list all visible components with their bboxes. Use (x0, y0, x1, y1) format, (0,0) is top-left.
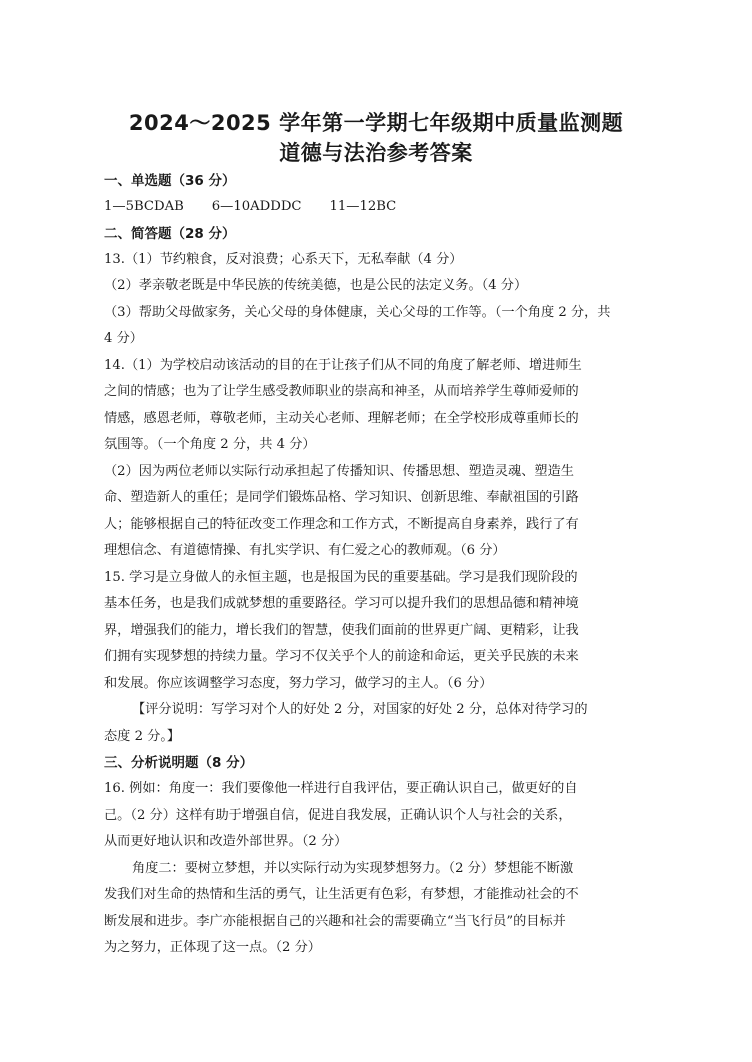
q14-line: 情感，感恩老师，尊敬老师，主动关心老师、理解老师；在全学校形成尊重师长的 (104, 410, 579, 426)
section-short-answer: 二、简答题（28 分） (104, 225, 236, 242)
q16-angle2-line: 发我们对生命的热情和生活的勇气，让生活更有色彩，有梦想，才能推动社会的不 (104, 887, 579, 902)
q14-line: 氛围等。（一个角度 2 分，共 4 分） (104, 437, 316, 452)
q16-angle2-line: 角度二：要树立梦想，并以实际行动为实现梦想努力。（2 分）梦想能不断激 (132, 860, 574, 876)
q13-line: 4 分） (104, 331, 143, 346)
q14-line: （2）因为两位老师以实际行动承担起了传播知识、传播思想、塑造灵魂、塑造生 (104, 463, 574, 479)
q15-line: 基本任务，也是我们成就梦想的重要路径。学习可以提升我们的思想品德和精神境 (104, 596, 579, 611)
q16-angle2-line: 为之努力，正体现了这一点。（2 分） (104, 940, 321, 955)
q15-line: 和发展。你应该调整学习态度，努力学习，做学习的主人。（6 分） (104, 675, 493, 691)
q13-line: （2）孝亲敬老既是中华民族的传统美德，也是公民的法定义务。（4 分） (104, 278, 528, 293)
q16-line: 16. 例如：角度一：我们要像他一样进行自我评估，要正确认识自己，做更好的自 (104, 781, 578, 796)
q13-line: （3）帮助父母做家务，关心父母的身体健康，关心父母的工作等。（一个角度 2 分，共 (104, 304, 611, 320)
section-analysis: 三、分析说明题（8 分） (104, 755, 254, 771)
answers-6-10: 6—10ADDDC (211, 199, 302, 214)
answers-1-5: 1—5BCDAB (104, 199, 184, 214)
q15-line: 界，增强我们的能力，增长我们的智慧，使我们面前的世界更广阔、更精彩，让我 (104, 622, 579, 638)
q14-line: 14.（1）为学校启动该活动的目的在于让孩子们从不同的角度了解老师、增进师生 (104, 357, 582, 373)
q16-line: 己。（2 分）这样有助于增强自信，促进自我发展，正确认识个人与社会的关系， (104, 807, 572, 823)
section-single-choice: 一、单选题（36 分） (104, 173, 236, 189)
q14-line: 命、塑造新人的重任；是同学们锻炼品格、学习知识、创新思维、奉献祖国的引路 (104, 490, 579, 505)
q15-line: 们拥有实现梦想的持续力量。学习不仅关乎个人的前途和命运，更关乎民族的未来 (104, 649, 579, 664)
q15-scoring-note: 态度 2 分。】 (104, 728, 181, 744)
q14-line: 人；能够根据自己的特征改变工作理念和工作方式，不断提高自身素养，践行了有 (104, 516, 579, 532)
answers-11-12: 11—12BC (329, 199, 397, 214)
q14-line: 理想信念、有道德情操、有扎实学识、有仁爱之心的教师观。（6 分） (104, 543, 506, 558)
q16-angle2-line: 断发展和进步。李广亦能根据自己的兴趣和社会的需要确立“当飞行员”的目标并 (104, 913, 566, 929)
exam-title: 2024～2025 学年第一学期七年级期中质量监测题 (128, 111, 624, 135)
choice-answers (104, 194, 648, 221)
answer-title: 道德与法治参考答案 (279, 141, 473, 165)
q14-line: 之间的情感；也为了让学生感受教师职业的崇高和神圣，从而培养学生尊师爱师的 (104, 384, 579, 399)
q15-line: 15. 学习是立身做人的永恒主题，也是报国为民的重要基础。学习是我们现阶段的 (104, 569, 578, 585)
q15-scoring-note: 【评分说明：写学习对个人的好处 2 分，对国家的好处 2 分，总体对待学习的 (132, 702, 588, 717)
q16-line: 从而更好地认识和改造外部世界。（2 分） (104, 834, 348, 849)
q13-line: 13.（1）节约粮食，反对浪费；心系天下，无私奉献（4 分） (104, 251, 463, 267)
